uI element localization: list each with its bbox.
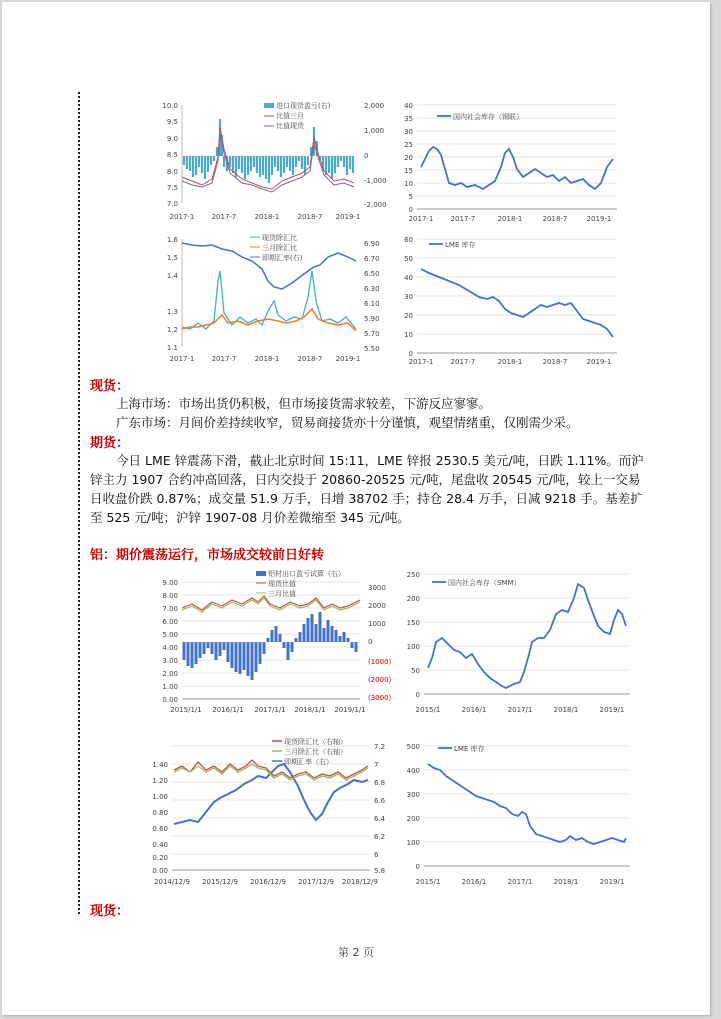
margin-dotted-line: [78, 92, 80, 914]
svg-text:2015/1: 2015/1: [415, 878, 441, 886]
svg-text:2,000: 2,000: [364, 102, 385, 110]
page-number: 第 2 页: [338, 946, 374, 959]
svg-text:9.00: 9.00: [162, 579, 178, 587]
svg-text:7.0: 7.0: [166, 200, 178, 208]
svg-text:2000: 2000: [368, 602, 386, 610]
svg-text:1.3: 1.3: [166, 308, 178, 316]
svg-text:2018-7: 2018-7: [542, 358, 568, 366]
svg-text:100: 100: [406, 643, 420, 651]
svg-text:6.00: 6.00: [162, 618, 178, 626]
svg-text:3000: 3000: [368, 584, 386, 592]
svg-text:现货比值: 现货比值: [268, 580, 296, 588]
zinc-exchange-ratio-chart: [152, 231, 392, 367]
svg-text:25: 25: [404, 141, 413, 149]
svg-text:40: 40: [404, 274, 413, 282]
svg-text:6.6: 6.6: [374, 797, 386, 805]
svg-text:2018/1/1: 2018/1/1: [294, 706, 326, 714]
svg-text:0.80: 0.80: [152, 809, 168, 817]
svg-text:7.2: 7.2: [374, 743, 386, 751]
svg-text:0: 0: [415, 691, 420, 699]
aluminum-exchange-ratio-svg: [148, 736, 398, 888]
svg-text:2017-1: 2017-1: [408, 358, 434, 366]
svg-text:1.40: 1.40: [152, 761, 168, 769]
svg-text:2017/1/1: 2017/1/1: [254, 706, 286, 714]
svg-text:2019/1: 2019/1: [599, 878, 625, 886]
svg-text:300: 300: [406, 791, 420, 799]
svg-text:(1000): (1000): [368, 658, 392, 666]
aluminum-exchange-ratio-chart: [148, 736, 398, 888]
svg-text:1.4: 1.4: [166, 272, 178, 280]
svg-text:0: 0: [364, 152, 369, 160]
svg-text:2018-7: 2018-7: [542, 215, 568, 223]
svg-text:5.00: 5.00: [162, 631, 178, 639]
svg-text:2016/12/9: 2016/12/9: [250, 878, 286, 886]
guangdong-market-text: 广东市场：月间价差持续收窄，贸易商接货亦十分谨慎，观望情绪重，仅刚需少采。: [116, 415, 579, 430]
svg-text:6: 6: [374, 851, 379, 859]
svg-text:2014/12/9: 2014/12/9: [154, 878, 190, 886]
svg-text:1.00: 1.00: [162, 683, 178, 691]
svg-text:0.00: 0.00: [152, 867, 168, 875]
svg-text:国内社会库存（钢联）: 国内社会库存（钢联）: [453, 113, 523, 121]
svg-text:6.30: 6.30: [364, 285, 380, 293]
svg-text:铝材出口盈亏试算（右）: 铝材出口盈亏试算（右）: [268, 570, 345, 578]
svg-text:100: 100: [406, 839, 420, 847]
svg-text:7.00: 7.00: [162, 605, 178, 613]
svg-text:5.50: 5.50: [364, 345, 380, 353]
zinc-domestic-inventory-chart: [395, 97, 625, 225]
svg-text:2019-1: 2019-1: [586, 358, 612, 366]
svg-text:2015/1/1: 2015/1/1: [170, 706, 202, 714]
svg-text:7.5: 7.5: [166, 184, 178, 192]
document-page: [2, 2, 710, 1015]
svg-text:0.40: 0.40: [152, 841, 168, 849]
svg-text:10: 10: [404, 180, 413, 188]
svg-text:30: 30: [404, 293, 413, 301]
svg-text:9.0: 9.0: [166, 135, 178, 143]
svg-text:8.00: 8.00: [162, 592, 178, 600]
svg-text:即期汇率(右): 即期汇率(右): [262, 254, 303, 262]
svg-text:0: 0: [368, 638, 373, 646]
svg-text:2018-7: 2018-7: [297, 355, 323, 363]
svg-text:6.70: 6.70: [364, 255, 380, 263]
svg-text:0: 0: [408, 206, 413, 214]
svg-text:现货除汇比: 现货除汇比: [262, 234, 297, 242]
svg-text:6.50: 6.50: [364, 270, 380, 278]
svg-text:2017-1: 2017-1: [408, 215, 434, 223]
svg-text:7: 7: [374, 761, 379, 769]
svg-text:0: 0: [415, 863, 420, 871]
svg-text:3.00: 3.00: [162, 657, 178, 665]
svg-text:比值三月: 比值三月: [276, 112, 304, 120]
futures-paragraph-line-1: 今日 LME 锌震荡下滑，截止北京时间 15:11，LME 锌报 2530.5 美元/吨，日跌 1.11%。而沪: [116, 453, 644, 468]
aluminum-domestic-inventory-chart: [398, 568, 638, 718]
svg-text:2018-1: 2018-1: [497, 215, 523, 223]
svg-text:5.70: 5.70: [364, 330, 380, 338]
svg-text:8.5: 8.5: [166, 151, 178, 159]
svg-text:现货除汇比（右轴）: 现货除汇比（右轴）: [284, 738, 347, 746]
futures-paragraph-line-3: 日收盘价跌 0.87%；成交量 51.9 万手，日增 38702 手；持仓 28.4 万手，日减 9218 手。基差扩: [90, 491, 643, 506]
aluminum-lme-inventory-chart: [398, 736, 638, 888]
svg-text:(2000): (2000): [368, 676, 392, 684]
zinc-lme-inventory-chart: [395, 231, 625, 367]
svg-text:2019/1: 2019/1: [599, 706, 625, 714]
svg-text:20: 20: [404, 154, 413, 162]
svg-text:6.8: 6.8: [374, 779, 386, 787]
svg-text:三月比值: 三月比值: [268, 590, 296, 598]
svg-text:1000: 1000: [368, 620, 386, 628]
futures-heading: 期货：: [90, 436, 130, 451]
svg-text:2019/1/1: 2019/1/1: [334, 706, 366, 714]
svg-text:2018/1: 2018/1: [553, 706, 579, 714]
futures-paragraph-line-2: 锌主力 1907 合约冲高回落，日内交投于 20860-20525 元/吨，尾盘收 20545 元/吨，较上一交易: [90, 472, 641, 487]
futures-paragraph-line-4: 至 525 元/吨；沪锌 1907-08 月价差微缩至 345 元/吨。: [90, 510, 410, 525]
svg-text:150: 150: [406, 619, 420, 627]
svg-text:9.5: 9.5: [166, 118, 178, 126]
svg-text:5.90: 5.90: [364, 315, 380, 323]
svg-text:10.0: 10.0: [162, 102, 178, 110]
svg-text:即期汇率（右）: 即期汇率（右）: [284, 758, 333, 766]
svg-text:5.8: 5.8: [374, 867, 386, 875]
svg-text:250: 250: [406, 571, 420, 579]
svg-text:200: 200: [406, 815, 420, 823]
svg-text:5: 5: [408, 193, 413, 201]
svg-text:2016/1: 2016/1: [461, 878, 487, 886]
svg-text:2015/12/9: 2015/12/9: [202, 878, 238, 886]
svg-text:2019-1: 2019-1: [335, 355, 361, 363]
svg-text:6.2: 6.2: [374, 833, 386, 841]
svg-text:2018-7: 2018-7: [297, 213, 323, 221]
shanghai-market-text: 上海市场：市场出货仍积极，但市场接货需求较差，下游反应寥寥。: [116, 396, 492, 411]
svg-text:0.20: 0.20: [152, 854, 168, 862]
svg-text:0.00: 0.00: [162, 696, 178, 704]
svg-text:40: 40: [404, 102, 413, 110]
svg-text:1.5: 1.5: [166, 254, 178, 262]
zinc-lme-inventory-svg: [395, 231, 625, 367]
svg-text:1.6: 1.6: [166, 236, 178, 244]
svg-text:6.90: 6.90: [364, 240, 380, 248]
svg-text:国内社会库存（SMM）: 国内社会库存（SMM）: [448, 579, 521, 587]
svg-text:1.2: 1.2: [166, 326, 178, 334]
svg-text:200: 200: [406, 595, 420, 603]
aluminum-ratio-profit-chart: [148, 568, 398, 718]
svg-text:-1,000: -1,000: [364, 177, 387, 185]
svg-text:35: 35: [404, 115, 413, 123]
svg-text:20: 20: [404, 312, 413, 320]
svg-text:(3000): (3000): [368, 694, 392, 702]
svg-text:2017/12/9: 2017/12/9: [298, 878, 334, 886]
zinc-exchange-ratio-svg: [152, 231, 392, 367]
svg-text:2017-1: 2017-1: [169, 213, 195, 221]
svg-text:2017-7: 2017-7: [211, 213, 237, 221]
svg-text:50: 50: [411, 667, 420, 675]
aluminum-ratio-profit-svg: [148, 568, 398, 718]
svg-text:15: 15: [404, 167, 413, 175]
svg-text:50: 50: [404, 255, 413, 263]
svg-text:LME 库存: LME 库存: [445, 241, 476, 249]
svg-text:2019-1: 2019-1: [586, 215, 612, 223]
svg-text:0: 0: [408, 350, 413, 358]
svg-text:三月除汇比（右轴）: 三月除汇比（右轴）: [284, 748, 347, 756]
svg-text:2017-1: 2017-1: [169, 355, 195, 363]
svg-text:2016/1: 2016/1: [461, 706, 487, 714]
svg-text:10: 10: [404, 331, 413, 339]
zinc-ratio-profit-svg: [152, 97, 392, 225]
svg-text:1.00: 1.00: [152, 793, 168, 801]
aluminum-section-heading: 铝：期价震荡运行，市场成交较前日好转: [90, 548, 325, 563]
svg-text:LME 库存: LME 库存: [454, 745, 485, 753]
zinc-domestic-inventory-svg: [395, 97, 625, 225]
svg-text:2017-7: 2017-7: [211, 355, 237, 363]
svg-text:6.4: 6.4: [374, 815, 386, 823]
svg-text:2017-7: 2017-7: [450, 215, 476, 223]
svg-text:2018-1: 2018-1: [254, 213, 280, 221]
svg-text:2016/1/1: 2016/1/1: [212, 706, 244, 714]
svg-text:8.0: 8.0: [166, 168, 178, 176]
svg-text:2.00: 2.00: [162, 670, 178, 678]
svg-text:-2,000: -2,000: [364, 201, 387, 209]
svg-text:比值现货: 比值现货: [276, 122, 304, 130]
svg-text:1.1: 1.1: [166, 344, 178, 352]
svg-text:1,000: 1,000: [364, 127, 385, 135]
svg-text:400: 400: [406, 767, 420, 775]
svg-text:2017/1: 2017/1: [507, 878, 533, 886]
svg-text:2019-1: 2019-1: [335, 213, 361, 221]
svg-text:2018-1: 2018-1: [254, 355, 280, 363]
svg-text:1.20: 1.20: [152, 777, 168, 785]
svg-text:进口现货盈亏(右): 进口现货盈亏(右): [276, 102, 331, 110]
spot-heading-2: 现货：: [90, 904, 130, 919]
svg-text:4.00: 4.00: [162, 644, 178, 652]
zinc-ratio-profit-chart: [152, 97, 392, 225]
svg-text:三月除汇比: 三月除汇比: [262, 244, 297, 252]
svg-text:2015/1: 2015/1: [415, 706, 441, 714]
svg-text:2018-1: 2018-1: [497, 358, 523, 366]
svg-text:500: 500: [406, 743, 420, 751]
svg-text:2017/1: 2017/1: [507, 706, 533, 714]
svg-text:30: 30: [404, 128, 413, 136]
svg-text:6.10: 6.10: [364, 300, 380, 308]
aluminum-lme-inventory-svg: [398, 736, 638, 888]
svg-text:2017-7: 2017-7: [450, 358, 476, 366]
svg-text:2018/12/9: 2018/12/9: [342, 878, 378, 886]
svg-text:2018/1: 2018/1: [553, 878, 579, 886]
spot-heading: 现货：: [90, 379, 130, 394]
svg-text:60: 60: [404, 236, 413, 244]
aluminum-domestic-inventory-svg: [398, 568, 638, 718]
svg-text:0.60: 0.60: [152, 825, 168, 833]
